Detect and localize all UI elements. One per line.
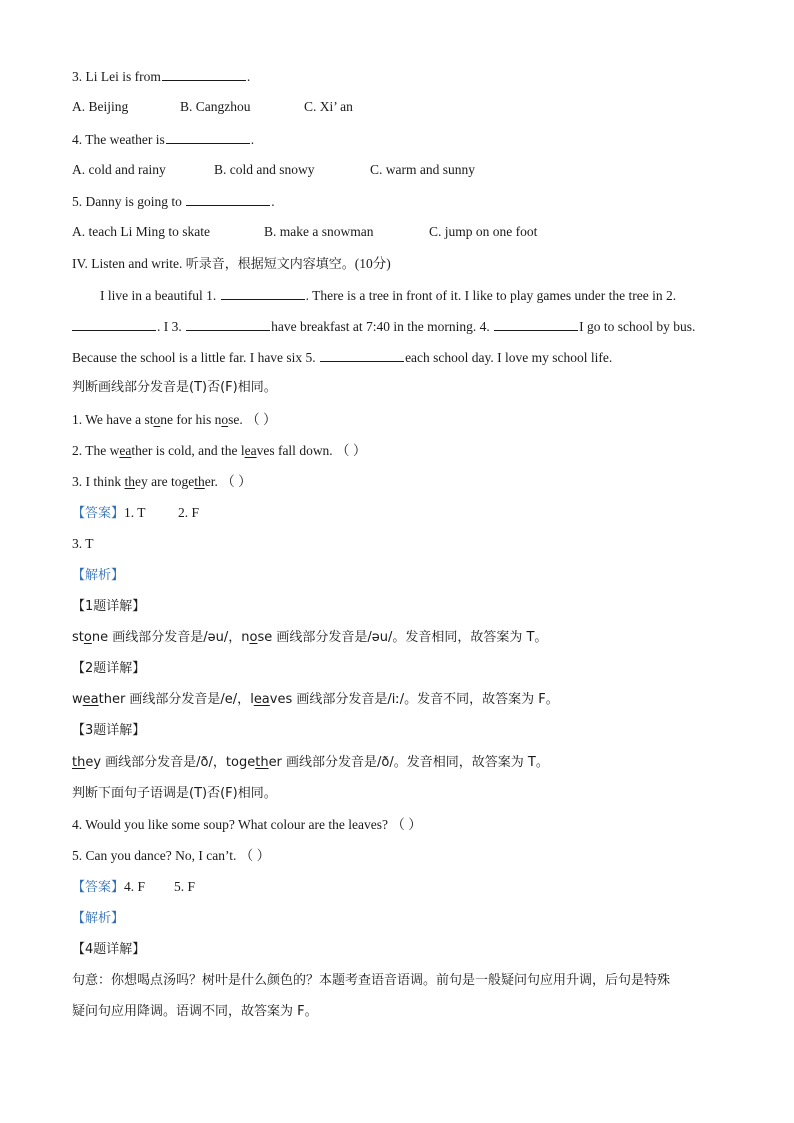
answer-value: 5. F	[174, 879, 196, 894]
text: 画线部分发音是/ð/。发音相同，故答案为 T。	[281, 755, 549, 770]
answer-blank[interactable]	[186, 191, 270, 206]
option-c: C. warm and sunny	[370, 162, 475, 177]
answer-line-1	[72, 503, 754, 524]
detail-3-label: 【3题详解】	[72, 723, 146, 738]
section-heading-cn: 听录音，根据短文内容填空。	[185, 257, 355, 272]
question-end: .	[246, 69, 251, 84]
sound-question-3	[72, 472, 754, 492]
underlined-letters: ea	[244, 443, 257, 458]
detail-4-line-2: 疑问句应用降调。语调不同，故答案为 F。	[72, 1004, 318, 1019]
sound-part-heading: 判断画线部分发音是(T)否(F)相同。	[72, 380, 277, 395]
blank-1[interactable]	[221, 285, 305, 300]
detail-1-text	[72, 628, 754, 648]
text: n	[241, 630, 250, 645]
text: st	[72, 630, 84, 645]
text: 2. The w	[72, 443, 120, 458]
detail-1-label: 【1题详解】	[72, 599, 146, 614]
option-c: C. jump on one foot	[429, 224, 538, 239]
option-b: B. Cangzhou	[180, 99, 251, 114]
blank-2[interactable]	[72, 316, 156, 331]
text: 画线部分发音是/əu/，	[108, 630, 242, 645]
text: ther is cold, and the l	[131, 443, 245, 458]
answer-blank[interactable]	[162, 66, 246, 81]
answer-value: 1. T	[124, 505, 146, 520]
option-a: A. cold and rainy	[72, 162, 166, 177]
text: ey	[85, 755, 102, 770]
underlined-letters: th	[194, 474, 205, 489]
underlined-letters: ea	[119, 443, 132, 458]
text: er. （ ）	[204, 474, 252, 489]
option-a: A. teach Li Ming to skate	[72, 224, 210, 239]
question-end: .	[271, 194, 275, 209]
option-b: B. make a snowman	[264, 224, 374, 239]
text: se	[257, 630, 273, 645]
question-5-options	[72, 222, 754, 242]
answer-blank[interactable]	[166, 129, 250, 144]
text: 1. We have a st	[72, 412, 154, 427]
text: 画线部分发音是/əu/。发音相同，故答案为 T。	[272, 630, 548, 645]
tone-question-5: 5. Can you dance? No, I can’t. （ ）	[72, 848, 271, 863]
detail-3-text	[72, 753, 754, 773]
underlined-letters: th	[72, 755, 86, 770]
tone-question-4: 4. Would you like some soup? What colour are the leaves? （ ）	[72, 817, 422, 832]
question-3-stem: 3. Li Lei is from	[72, 69, 161, 84]
text: toge	[225, 755, 256, 770]
text: se. （ ）	[228, 412, 277, 427]
option-a: A. Beijing	[72, 99, 129, 114]
question-4	[72, 129, 754, 150]
text: ther	[98, 692, 126, 707]
passage-text: each school day. I love my school life.	[405, 350, 613, 365]
passage-line-2	[72, 316, 754, 337]
answer-label: 【答案】	[72, 880, 125, 895]
option-b: B. cold and snowy	[214, 162, 315, 177]
text: 3. I think	[72, 474, 125, 489]
underlined-letters: o	[83, 630, 92, 645]
detail-4-line-1: 句意：你想喝点汤吗？树叶是什么颜色的？本题考查语音语调。前句是一般疑问句应用升调，后句是特殊	[72, 973, 671, 988]
question-3	[72, 66, 754, 87]
underlined-letters: o	[153, 412, 161, 427]
section-score: (10分)	[354, 256, 391, 271]
underlined-letters: th	[255, 755, 269, 770]
question-end: .	[250, 132, 255, 147]
answer-value: 4. F	[124, 879, 146, 894]
passage-text: . I 3.	[157, 319, 186, 334]
passage-line-1	[72, 285, 754, 306]
option-c: C. Xi’ an	[304, 99, 353, 114]
text: 画线部分发音是/ð/，	[101, 755, 226, 770]
text: ves	[269, 692, 293, 707]
answer-value: 2. F	[178, 505, 200, 520]
tone-part-heading: 判断下面句子语调是(T)否(F)相同。	[72, 786, 277, 801]
question-4-stem: 4. The weather is	[72, 132, 165, 147]
underlined-letters: o	[221, 412, 229, 427]
answer-value: 3. T	[72, 536, 94, 551]
analysis-label: 【解析】	[72, 568, 125, 583]
passage-text: . There is a tree in front of it. I like to play games under the tree in 2.	[305, 288, 677, 303]
detail-2-label: 【2题详解】	[72, 661, 146, 676]
section-4-heading	[72, 254, 754, 275]
text: er	[268, 755, 282, 770]
underlined-letters: th	[124, 474, 136, 489]
blank-3[interactable]	[186, 316, 270, 331]
blank-5[interactable]	[320, 347, 404, 362]
underlined-letters: o	[249, 630, 258, 645]
text: w	[72, 692, 83, 707]
question-5	[72, 191, 754, 212]
passage-text: have breakfast at 7:40 in the morning. 4.	[271, 319, 494, 334]
detail-4-label: 【4题详解】	[72, 942, 146, 957]
text: 画线部分发音是/iː/。发音不同，故答案为 F。	[292, 692, 559, 707]
question-4-options	[72, 160, 754, 180]
text: ne for his n	[160, 412, 222, 427]
text: 画线部分发音是/e/，	[125, 692, 251, 707]
underlined-letters: ea	[82, 692, 99, 707]
sound-question-1	[72, 410, 754, 430]
answer-line-2	[72, 534, 754, 554]
text: ves fall down. （ ）	[256, 443, 367, 458]
blank-4[interactable]	[494, 316, 578, 331]
underlined-letters: ea	[253, 692, 270, 707]
text: ey are toge	[135, 474, 195, 489]
text: ne	[91, 630, 109, 645]
tone-analysis-label: 【解析】	[72, 911, 125, 926]
passage-text: I go to school by bus.	[579, 319, 696, 334]
passage-text: Because the school is a little far. I have six 5.	[72, 350, 320, 365]
question-5-stem: 5. Danny is going to	[72, 194, 186, 209]
passage-text: I live in a beautiful 1.	[100, 288, 220, 303]
question-3-options	[72, 97, 754, 117]
section-heading-en: IV. Listen and write.	[72, 256, 186, 271]
detail-2-text	[72, 690, 754, 710]
text: l	[250, 692, 254, 707]
tone-answer-line	[72, 877, 754, 898]
passage-line-3	[72, 347, 754, 368]
answer-label: 【答案】	[72, 506, 125, 521]
sound-question-2	[72, 441, 754, 461]
